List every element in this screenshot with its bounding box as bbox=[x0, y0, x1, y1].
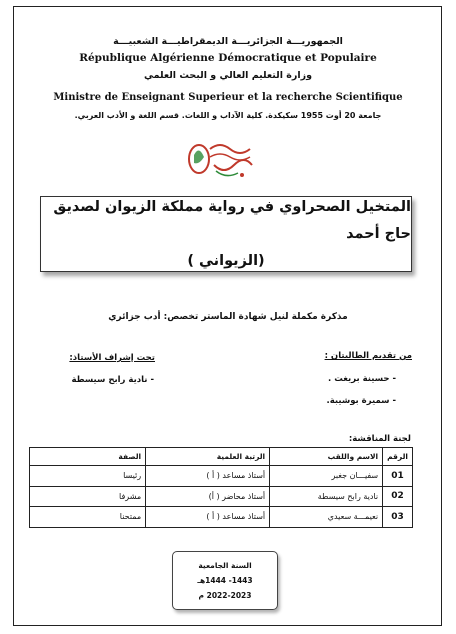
row-name: نادية رابح سيسطة bbox=[270, 486, 383, 507]
student-2: - سميرة بوشيبة. bbox=[326, 396, 396, 406]
row-role: مشرفا bbox=[30, 486, 146, 507]
row-rank: أستاذ مساعد ( أ ) bbox=[146, 507, 270, 528]
memo-line: مذكرة مكملة لنيل شهادة الماستر تخصص: أدب جزائري bbox=[108, 312, 348, 322]
row-name: سفيـــان جغبر bbox=[270, 466, 383, 487]
student-1: - حسينة بريغت . bbox=[328, 374, 396, 384]
table-row bbox=[30, 466, 413, 487]
university-line: جامعة 20 أوت 1955 سكيكدة. كلية الآداب و اللغات. قسم اللغة و الأدب العربي. bbox=[74, 111, 382, 120]
students-heading: من تقديم الطالبتان : bbox=[324, 351, 412, 361]
row-rank: أستاذ مساعد ( أ ) bbox=[146, 466, 270, 487]
row-rank: أستاذ محاضر ( أ) bbox=[146, 486, 270, 507]
table-row bbox=[30, 486, 413, 507]
row-number: 01 bbox=[383, 466, 413, 487]
row-number: 03 bbox=[383, 507, 413, 528]
jury-heading: لجنة المناقشة: bbox=[348, 434, 411, 444]
row-role: رئيسا bbox=[30, 466, 146, 487]
col-rank: الرتبة العلمية bbox=[146, 448, 270, 466]
republic-arabic: الجمهوريـــة الجزائريـــة الديمقراطيـــة الشعبيـــة bbox=[113, 36, 343, 47]
republic-french: République Algérienne Démocratique et Populaire bbox=[79, 52, 377, 64]
col-role: الصفة bbox=[30, 448, 146, 466]
jury-table bbox=[29, 447, 413, 528]
col-number: الرقم bbox=[383, 448, 413, 466]
thesis-title-box bbox=[40, 196, 412, 272]
table-row bbox=[30, 507, 413, 528]
academic-year-gregorian: 2022-2023 م bbox=[198, 591, 252, 600]
row-number: 02 bbox=[383, 486, 413, 507]
thesis-title-line2: (الزيواني ) bbox=[187, 252, 265, 269]
col-name: الاسم واللقب bbox=[270, 448, 383, 466]
thesis-title-line1: المتخيل الصحراوي في رواية مملكة الزيوان لصديق حاج أحمد bbox=[53, 198, 411, 242]
row-role: ممتحنا bbox=[30, 507, 146, 528]
row-name: نعيمـــة سعيدي bbox=[270, 507, 383, 528]
academic-year-label: السنة الجامعية bbox=[198, 561, 252, 570]
academic-year-box bbox=[172, 551, 278, 610]
supervisor-heading: تحت إشراف الأستاذ: bbox=[69, 353, 155, 363]
ministry-french: Ministre de Enseignant Superieur et la recherche Scientifique bbox=[53, 92, 403, 103]
academic-year-hijri: 1443- 1444هـ bbox=[197, 576, 253, 585]
supervisor-name: - نادية رابح سيسطة bbox=[71, 375, 154, 385]
university-logo-icon bbox=[186, 135, 256, 183]
jury-header-row bbox=[30, 448, 413, 466]
ministry-arabic: وزارة التعليم العالي و البحث العلمي bbox=[144, 70, 312, 81]
